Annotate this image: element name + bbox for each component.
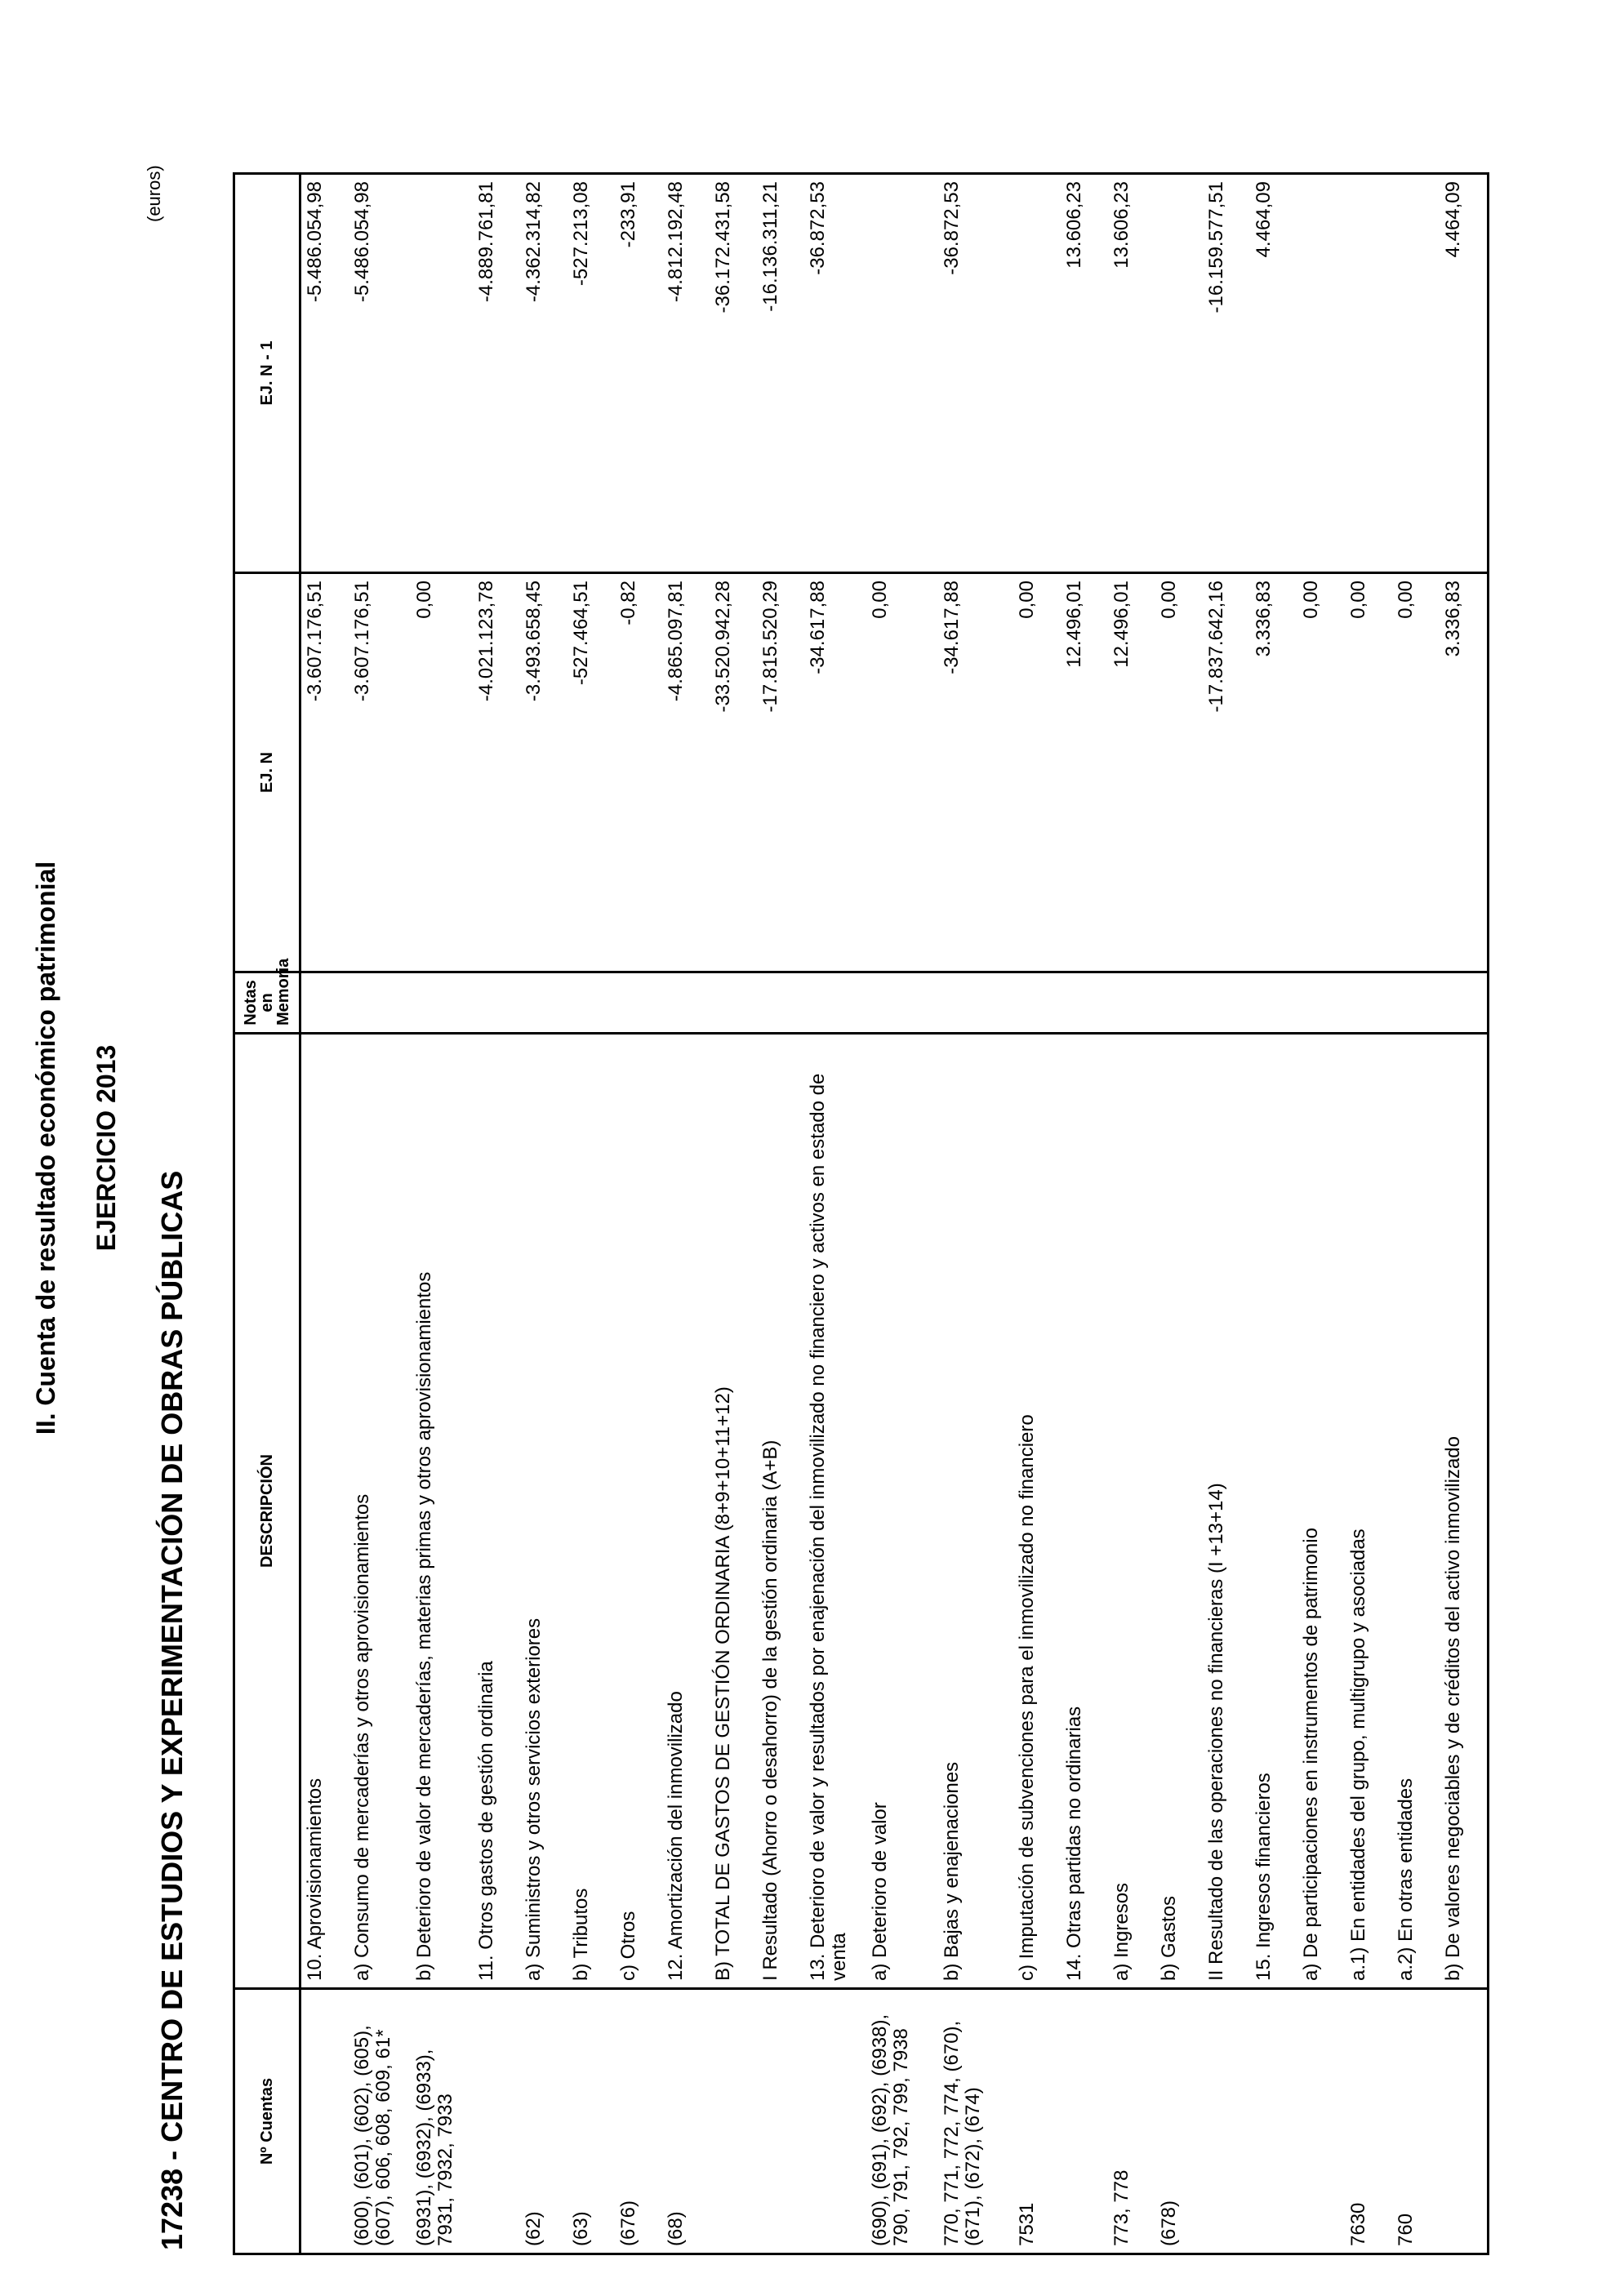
cell-current-year: -0,82: [615, 573, 662, 972]
table-row: [804, 174, 866, 2254]
cell-accounts: (63): [567, 1989, 615, 2254]
cell-notes: [300, 972, 349, 1034]
cell-previous-year: [411, 174, 473, 573]
table-row: [1061, 174, 1108, 2254]
cell-description: a) Ingresos: [1108, 1034, 1155, 1989]
table-row: [1440, 174, 1489, 2254]
cell-description: a.1) En entidades del grupo, multigrupo y asociadas: [1345, 1034, 1392, 1989]
table-row: [300, 174, 349, 2254]
cell-previous-year: -4.889.761,81: [473, 174, 520, 573]
header-description: DESCRIPCIÓN: [234, 1034, 300, 1989]
table-row: [1297, 174, 1345, 2254]
cell-current-year: 0,00: [1297, 573, 1345, 972]
cell-notes: [1155, 972, 1203, 1034]
cell-notes: [615, 972, 662, 1034]
cell-current-year: -3.607.176,51: [300, 573, 349, 972]
cell-notes: [567, 972, 615, 1034]
cell-previous-year: -16.159.577,51: [1203, 174, 1250, 573]
cell-description: I Resultado (Ahorro o desahorro) de la gestión ordinaria (A+B): [757, 1034, 804, 1989]
table-row: [866, 174, 938, 2254]
cell-description: II Resultado de las operaciones no financieras (I +13+14): [1203, 1034, 1250, 1989]
cell-current-year: -4.865.097,81: [662, 573, 710, 972]
table-row: [938, 174, 1013, 2254]
cell-accounts: [757, 1989, 804, 2254]
cell-accounts: [1203, 1989, 1250, 2254]
cell-previous-year: -4.362.314,82: [520, 174, 567, 573]
cell-previous-year: 4.464,09: [1440, 174, 1489, 573]
cell-previous-year: [1345, 174, 1392, 573]
cell-current-year: 0,00: [1345, 573, 1392, 972]
cell-previous-year: [866, 174, 938, 573]
cell-current-year: 0,00: [866, 573, 938, 972]
cell-current-year: -17.815.520,29: [757, 573, 804, 972]
cell-accounts: [473, 1989, 520, 2254]
cell-description: c) Otros: [615, 1034, 662, 1989]
cell-accounts: 7630: [1345, 1989, 1392, 2254]
table-row: [1155, 174, 1203, 2254]
income-statement-table: [233, 172, 1489, 2255]
cell-notes: [710, 972, 757, 1034]
cell-accounts: (68): [662, 1989, 710, 2254]
cell-description: 15. Ingresos financieros: [1250, 1034, 1297, 1989]
cell-current-year: -3.607.176,51: [349, 573, 411, 972]
cell-previous-year: -16.136.311,21: [757, 174, 804, 573]
cell-description: a) Deterioro de valor: [866, 1034, 938, 1989]
cell-current-year: -3.493.658,45: [520, 573, 567, 972]
cell-current-year: -34.617,88: [938, 573, 1013, 972]
cell-notes: [411, 972, 473, 1034]
cell-notes: [757, 972, 804, 1034]
table-row: [349, 174, 411, 2254]
cell-description: 11. Otros gastos de gestión ordinaria: [473, 1034, 520, 1989]
cell-previous-year: -233,91: [615, 174, 662, 573]
cell-accounts: (600), (601), (602), (605), (607), 606, 608, 609, 61*: [349, 1989, 411, 2254]
cell-accounts: [1250, 1989, 1297, 2254]
cell-notes: [662, 972, 710, 1034]
entity-title: 17238 - CENTRO DE ESTUDIOS Y EXPERIMENTACIÓN DE OBRAS PÚBLICAS: [155, 1170, 189, 2250]
cell-previous-year: -527.213,08: [567, 174, 615, 573]
cell-previous-year: 13.606,23: [1061, 174, 1108, 573]
header-notes: [234, 958, 300, 1034]
table-row: [1108, 174, 1155, 2254]
cell-notes: [938, 972, 1013, 1034]
cell-description: a) Consumo de mercaderías y otros aprovisionamientos: [349, 1034, 411, 1989]
header-current-year: EJ. N: [234, 573, 300, 972]
cell-previous-year: -4.812.192,48: [662, 174, 710, 573]
header-notes-line2: Memoria: [274, 958, 292, 1026]
cell-current-year: 0,00: [411, 573, 473, 972]
cell-accounts: [1061, 1989, 1108, 2254]
header-accounts: Nº Cuentas: [234, 1989, 300, 2254]
cell-description: 13. Deterioro de valor y resultados por enajenación del inmovilizado no financiero y activos en estado de venta: [804, 1034, 866, 1989]
cell-description: b) Deterioro de valor de mercaderías, materias primas y otros aprovisionamientos: [411, 1034, 473, 1989]
cell-accounts: [804, 1989, 866, 2254]
exercise-title: EJERCICIO 2013: [91, 1044, 121, 1252]
table-row: [411, 174, 473, 2254]
table-row: [662, 174, 710, 2254]
header-notes-line1: Notas en: [242, 980, 276, 1026]
cell-previous-year: -5.486.054,98: [349, 174, 411, 573]
cell-notes: [1297, 972, 1345, 1034]
cell-description: a) Suministros y otros servicios exteriores: [520, 1034, 567, 1989]
table-row: [1392, 174, 1440, 2254]
cell-accounts: [1297, 1989, 1345, 2254]
cell-description: c) Imputación de subvenciones para el inmovilizado no financiero: [1013, 1034, 1061, 1989]
cell-current-year: 3.336,83: [1440, 573, 1489, 972]
header-previous-year: EJ. N - 1: [234, 174, 300, 573]
cell-previous-year: [1392, 174, 1440, 573]
cell-previous-year: 13.606,23: [1108, 174, 1155, 573]
cell-description: b) Bajas y enajenaciones: [938, 1034, 1013, 1989]
cell-previous-year: [1297, 174, 1345, 573]
table-row: [615, 174, 662, 2254]
cell-previous-year: 4.464,09: [1250, 174, 1297, 573]
cell-current-year: 0,00: [1155, 573, 1203, 972]
cell-description: 14. Otras partidas no ordinarias: [1061, 1034, 1108, 1989]
table-header-row: [234, 174, 300, 2254]
cell-previous-year: [1155, 174, 1203, 573]
cell-notes: [1108, 972, 1155, 1034]
table-row: [1250, 174, 1297, 2254]
cell-description: b) Gastos: [1155, 1034, 1203, 1989]
cell-notes: [473, 972, 520, 1034]
cell-notes: [866, 972, 938, 1034]
cell-accounts: [710, 1989, 757, 2254]
cell-current-year: 0,00: [1013, 573, 1061, 972]
cell-accounts: (62): [520, 1989, 567, 2254]
cell-current-year: -33.520.942,28: [710, 573, 757, 972]
cell-accounts: (678): [1155, 1989, 1203, 2254]
cell-current-year: 12.496,01: [1061, 573, 1108, 972]
cell-description: B) TOTAL DE GASTOS DE GESTIÓN ORDINARIA (8+9+10+11+12): [710, 1034, 757, 1989]
table-row: [520, 174, 567, 2254]
cell-notes: [804, 972, 866, 1034]
cell-current-year: 0,00: [1392, 573, 1440, 972]
table-row: [567, 174, 615, 2254]
cell-notes: [1345, 972, 1392, 1034]
cell-previous-year: -36.872,53: [804, 174, 866, 573]
cell-previous-year: -36.872,53: [938, 174, 1013, 573]
cell-accounts: 760: [1392, 1989, 1440, 2254]
cell-accounts: 773, 778: [1108, 1989, 1155, 2254]
cell-current-year: 3.336,83: [1250, 573, 1297, 972]
cell-accounts: (676): [615, 1989, 662, 2254]
document-title: II. Cuenta de resultado económico patrimonial: [31, 861, 60, 1435]
cell-current-year: -527.464,51: [567, 573, 615, 972]
cell-previous-year: -36.172.431,58: [710, 174, 757, 573]
cell-accounts: (6931), (6932), (6933), 7931, 7932, 7933: [411, 1989, 473, 2254]
cell-description: a.2) En otras entidades: [1392, 1034, 1440, 1989]
currency-unit: (euros): [144, 165, 164, 222]
cell-accounts: [300, 1989, 349, 2254]
cell-description: 12. Amortización del inmovilizado: [662, 1034, 710, 1989]
cell-description: b) De valores negociables y de créditos del activo inmovilizado: [1440, 1034, 1489, 1989]
cell-accounts: (690), (691), (692), (6938), 790, 791, 792, 799, 7938: [866, 1989, 938, 2254]
cell-notes: [1013, 972, 1061, 1034]
cell-accounts: 770, 771, 772, 774, (670), (671), (672), (674): [938, 1989, 1013, 2254]
cell-current-year: -34.617,88: [804, 573, 866, 972]
table-row: [757, 174, 804, 2254]
cell-current-year: -4.021.123,78: [473, 573, 520, 972]
cell-description: 10. Aprovisionamientos: [300, 1034, 349, 1989]
cell-current-year: 12.496,01: [1108, 573, 1155, 972]
cell-accounts: 7531: [1013, 1989, 1061, 2254]
cell-notes: [1440, 972, 1489, 1034]
cell-notes: [1203, 972, 1250, 1034]
cell-notes: [1061, 972, 1108, 1034]
table-row: [1203, 174, 1250, 2254]
cell-description: b) Tributos: [567, 1034, 615, 1989]
table-row: [1013, 174, 1061, 2254]
cell-previous-year: [1013, 174, 1061, 573]
table-row: [710, 174, 757, 2254]
table-row: [1345, 174, 1392, 2254]
cell-notes: [520, 972, 567, 1034]
cell-description: a) De participaciones en instrumentos de patrimonio: [1297, 1034, 1345, 1989]
cell-current-year: -17.837.642,16: [1203, 573, 1250, 972]
cell-accounts: [1440, 1989, 1489, 2254]
cell-notes: [349, 972, 411, 1034]
cell-notes: [1392, 972, 1440, 1034]
cell-notes: [1250, 972, 1297, 1034]
cell-previous-year: -5.486.054,98: [300, 174, 349, 573]
table-row: [473, 174, 520, 2254]
